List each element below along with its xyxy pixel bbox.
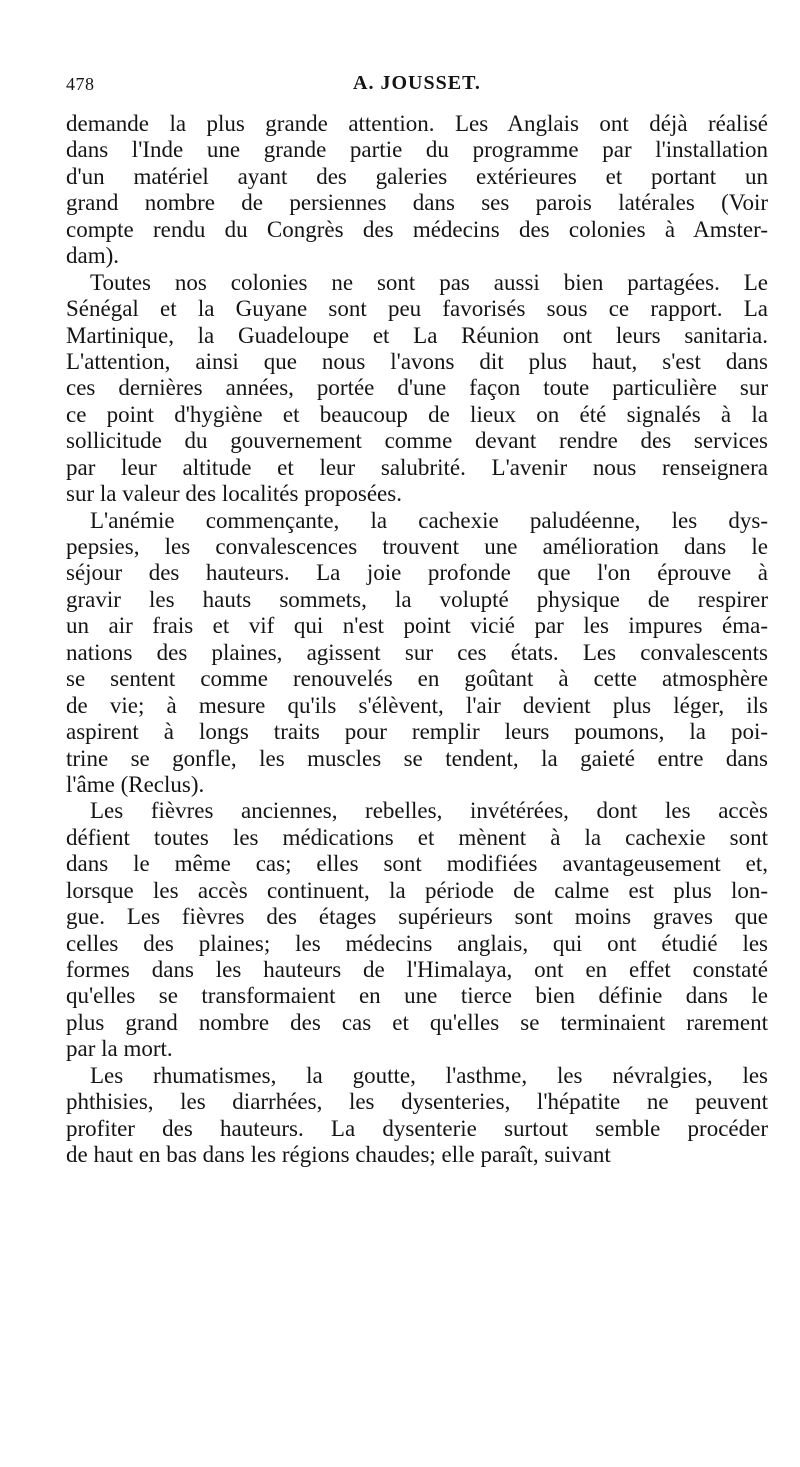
text-line: L'attention, ainsi que nous l'avons dit plus haut, s'est dans bbox=[66, 348, 768, 374]
text-line: ces dernières années, portée d'une façon toute particulière sur bbox=[66, 375, 768, 401]
text-line: qu'elles se transformaient en une tierce bien définie dans le bbox=[66, 983, 768, 1009]
paragraph bbox=[66, 111, 768, 270]
text-line: dam). bbox=[66, 243, 120, 269]
text-line: sur la valeur des localités proposées. bbox=[66, 481, 402, 507]
text-line: celles des plaines; les médecins anglais, qui ont étudié les bbox=[66, 930, 768, 956]
paragraph bbox=[66, 508, 768, 799]
page-number: 478 bbox=[66, 74, 95, 94]
text-line: Toutes nos colonies ne sont pas aussi bien partagées. Le bbox=[90, 269, 768, 295]
text-line: de vie; à mesure qu'ils s'élèvent, l'air devient plus léger, ils bbox=[66, 692, 768, 718]
text-line: compte rendu du Congrès des médecins des colonies à Amster- bbox=[66, 216, 768, 242]
text-line: aspirent à longs traits pour remplir leurs poumons, la poi- bbox=[66, 719, 768, 745]
text-line: de haut en bas dans les régions chaudes; elle paraît, suivant bbox=[66, 1142, 611, 1168]
text-line: ce point d'hygiène et beaucoup de lieux on été signalés à la bbox=[66, 401, 768, 427]
text-line: nations des plaines, agissent sur ces états. Les convalescents bbox=[66, 639, 768, 665]
text-line: phthisies, les diarrhées, les dysenteries, l'hépatite ne peuvent bbox=[66, 1089, 768, 1115]
text-line: un air frais et vif qui n'est point vicié par les impures éma- bbox=[66, 613, 768, 639]
text-line: Martinique, la Guadeloupe et La Réunion ont leurs sanitaria. bbox=[66, 322, 768, 348]
text-line: dans le même cas; elles sont modifiées avantageusement et, bbox=[66, 851, 768, 877]
text-line: formes dans les hauteurs de l'Himalaya, ont en effet constaté bbox=[66, 957, 768, 982]
text-line: pepsies, les convalescences trouvent une amélioration dans le bbox=[66, 534, 768, 559]
text-line: lorsque les accès continuent, la période de calme est plus lon- bbox=[66, 877, 768, 903]
text-line: Sénégal et la Guyane sont peu favorisés sous ce rapport. La bbox=[66, 296, 768, 322]
text-line: L'anémie commençante, la cachexie paludéenne, les dys- bbox=[90, 507, 768, 533]
text-line: par la mort. bbox=[66, 1036, 173, 1062]
text-line: plus grand nombre des cas et qu'elles se terminaient rarement bbox=[66, 1009, 768, 1035]
text-line: par leur altitude et leur salubrité. L'avenir nous renseignera bbox=[66, 454, 768, 480]
text-line: trine se gonfle, les muscles se tendent, la gaieté entre dans bbox=[66, 745, 768, 771]
text-line: dans l'Inde une grande partie du programme par l'installation bbox=[66, 137, 768, 163]
paragraph bbox=[66, 270, 768, 508]
text-line: profiter des hauteurs. La dysenterie surtout semble procéder bbox=[66, 1115, 768, 1141]
text-line: Les fièvres anciennes, rebelles, invétérées, dont les accès bbox=[90, 798, 768, 824]
text-line: grand nombre de persiennes dans ses parois latérales (Voir bbox=[66, 190, 768, 216]
paragraph bbox=[66, 798, 768, 1062]
paragraph bbox=[66, 1063, 768, 1169]
page-header bbox=[66, 70, 768, 102]
text-line: gravir les hauts sommets, la volupté physique de respirer bbox=[66, 586, 768, 612]
text-line: séjour des hauteurs. La joie profonde que l'on éprouve à bbox=[66, 560, 768, 586]
text-line: gue. Les fièvres des étages supérieurs sont moins graves que bbox=[66, 904, 768, 930]
text-line: Les rhumatismes, la goutte, l'asthme, les névralgies, les bbox=[90, 1062, 768, 1088]
text-line: défient toutes les médications et mènent à la cachexie sont bbox=[66, 824, 768, 850]
text-line: demande la plus grande attention. Les Anglais ont déjà réalisé bbox=[66, 111, 768, 136]
text-line: d'un matériel ayant des galeries extérieures et portant un bbox=[66, 163, 768, 189]
text-line: sollicitude du gouvernement comme devant rendre des services bbox=[66, 428, 768, 454]
text-line: l'âme (Reclus). bbox=[66, 771, 205, 797]
text-line: se sentent comme renouvelés en goûtant à cette atmosphère bbox=[66, 666, 768, 692]
running-head: A. JOUSSET. bbox=[353, 72, 481, 94]
body-text bbox=[66, 111, 768, 1169]
